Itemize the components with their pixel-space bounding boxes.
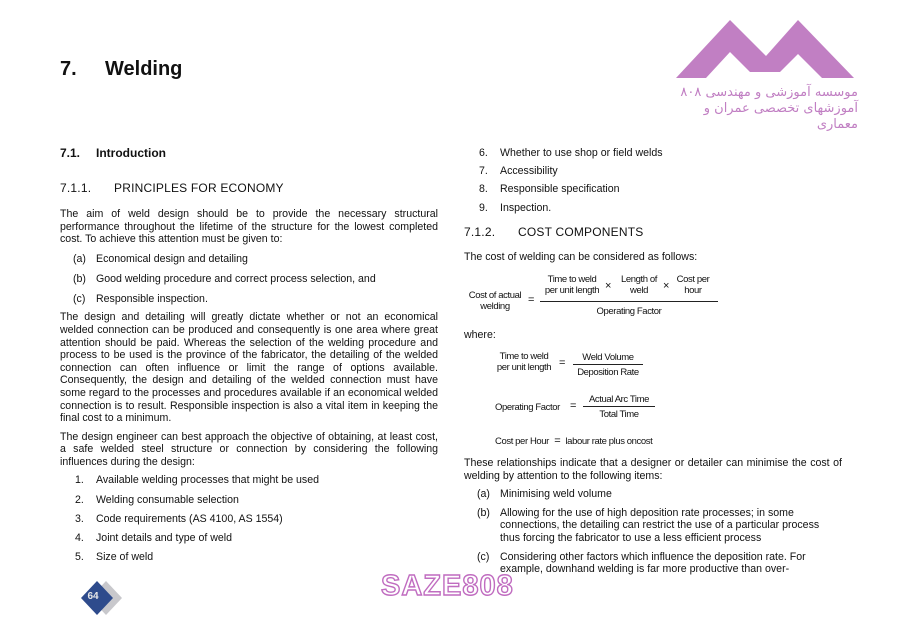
times-sign: ×: [663, 280, 670, 292]
list-item: (b) Allowing for the use of high deposition rate processes; in some connections, the detailing can restrict the use of a particular process thus forcing the fabricator to use a less efficient process: [477, 506, 820, 544]
chapter-number: 7.: [60, 58, 77, 80]
list-item: 9. Inspection.: [479, 201, 552, 214]
logo-text-line2: آموزشهای تخصصی عمران و معماری: [703, 101, 858, 132]
page-number: 64: [87, 591, 99, 602]
fraction-line: [573, 364, 643, 365]
list-item: 7. Accessibility: [479, 165, 558, 178]
operating-factor-equation: [495, 393, 665, 423]
chapter-title: [60, 58, 182, 81]
intro-paragraph: The aim of weld design should be to provide the necessary structural performance throughout the lifetime of the structure for the lowest completed cost. To achieve this attention must be given to:: [60, 208, 438, 246]
eq1-term-time: Time to weld per unit length: [544, 274, 600, 296]
list-item: (c) Responsible inspection.: [73, 292, 208, 305]
economy-list: [60, 253, 438, 306]
subsection-title: PRINCIPLES FOR ECONOMY: [114, 181, 284, 195]
eq1-denominator: Operating Factor: [596, 306, 662, 317]
design-paragraph: The design and detailing will greatly dictate whether or not an economical welded connection can be produced and consequently is one area where great attention should be paid. Whereas the selection of the welding procedure and process to be used is the province of the fabricator, the detailing of the welded connection can often influence or limit the range of options available. Consequently, the design and detailing of the welded connection must have some regard to the processes and procedures available if an economical welded connection is to result. Responsible inspection is also a vital item in keeping the final cost to a minimum.: [60, 311, 438, 425]
relationships-paragraph: These relationships indicate that a designer or detailer can minimise the cost of welding by attention to the following items:: [464, 457, 842, 482]
subsection-number: 7.1.1.: [60, 181, 92, 195]
influences-list-left: [60, 474, 438, 563]
list-item: (c) Considering other factors which influence the deposition rate. For example, downhand welding is far more productive than over-: [477, 550, 806, 576]
section-heading: [60, 146, 166, 160]
section-number: 7.1.: [60, 146, 81, 160]
cost-equation: [464, 274, 724, 320]
influences-list-right: [464, 147, 844, 214]
list-item: (a) Economical design and detailing: [73, 252, 248, 265]
list-item: (a) Minimising weld volume: [477, 488, 612, 501]
time-equation: [490, 350, 660, 380]
list-item: 3. Code requirements (AS 4100, AS 1554): [75, 512, 283, 525]
subsection-title: COST COMPONENTS: [518, 225, 644, 239]
list-item: 2. Welding consumable selection: [75, 493, 239, 506]
cost-intro: The cost of welding can be considered as follows:: [464, 251, 698, 263]
subsection-heading-cost: [464, 225, 643, 239]
list-item: (b) Good welding procedure and correct process selection, and: [73, 272, 376, 285]
institute-logo: [672, 14, 858, 132]
eq2-lhs: Time to weld per unit length: [496, 351, 552, 373]
list-item: 8. Responsible specification: [479, 183, 620, 196]
eq2-numerator: Weld Volume: [582, 352, 634, 363]
equals-sign: =: [559, 357, 566, 369]
eq2-denominator: Deposition Rate: [577, 367, 639, 378]
minimise-list: [464, 488, 842, 576]
logo-text-line1: موسسه آموزشی و مهندسی ۸۰۸: [680, 85, 858, 100]
list-item: 1. Available welding processes that might be used: [75, 474, 319, 487]
list-item: 4. Joint details and type of weld: [75, 532, 233, 545]
list-item: 5. Size of weld: [75, 551, 154, 564]
section-title: Introduction: [96, 146, 166, 160]
right-column-lower: [464, 457, 842, 576]
fraction-line: [583, 406, 655, 407]
left-column-body: [60, 208, 438, 564]
subsection-heading-economy: [60, 181, 284, 195]
eq1-term-cost: Cost per hour: [676, 274, 710, 296]
eq1-term-length: Length of weld: [620, 274, 658, 296]
cost-per-hour-equation: Cost per Hour = labour rate plus oncost: [495, 435, 653, 447]
chapter-title-text: Welding: [105, 58, 183, 80]
eq3-numerator: Actual Arc Time: [589, 394, 649, 405]
equals-sign: =: [570, 400, 577, 412]
equals-sign: =: [528, 294, 535, 306]
list-item: 6. Whether to use shop or field welds: [479, 147, 663, 159]
approach-paragraph: The design engineer can best approach the objective of obtaining, at least cost, a safe welded steel structure or connection by considering the following influences during the design:: [60, 430, 438, 468]
where-label: where:: [464, 329, 496, 341]
watermark: SAZE808: [381, 570, 514, 602]
eq3-denominator: Total Time: [599, 409, 639, 420]
subsection-number: 7.1.2.: [464, 225, 496, 239]
times-sign: ×: [605, 280, 612, 292]
logo-mountains-icon: [672, 14, 858, 80]
eq1-lhs: Cost of actual welding: [468, 290, 522, 312]
eq3-lhs: Operating Factor: [495, 402, 560, 413]
fraction-line: [540, 301, 718, 302]
